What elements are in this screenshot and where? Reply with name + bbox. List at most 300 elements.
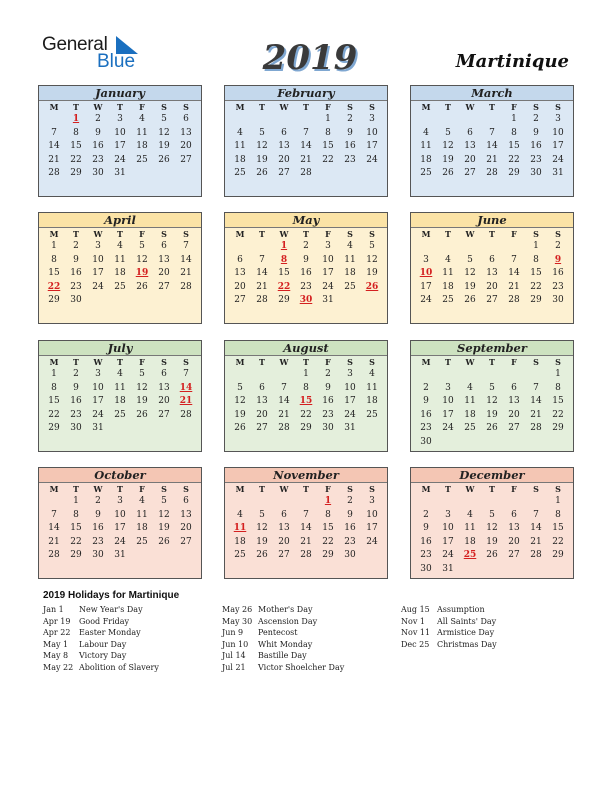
calendar-day: 4 — [467, 509, 473, 520]
calendar-day: 8 — [325, 127, 331, 138]
calendar-day: 13 — [180, 127, 192, 138]
calendar-day: 7 — [281, 382, 287, 393]
calendar-day: 13 — [278, 141, 290, 151]
empty-day — [229, 368, 251, 382]
holiday-date: May 8 — [43, 651, 69, 660]
calendar-day: 26 — [234, 423, 246, 433]
calendar-day: 2 — [555, 241, 561, 251]
calendar-day: 30 — [322, 423, 334, 433]
calendar-day: 29 — [508, 168, 520, 178]
calendar-day: 28 — [180, 409, 192, 420]
calendar-day: 4 — [369, 369, 375, 379]
empty-day — [251, 113, 273, 127]
weekday-header: M — [421, 102, 431, 112]
empty-day — [415, 240, 437, 254]
calendar-day: 13 — [278, 523, 290, 533]
holiday-day: 8 — [280, 254, 288, 265]
calendar-day: 14 — [48, 523, 60, 533]
calendar-day: 13 — [158, 382, 170, 393]
holiday-name: Whit Monday — [258, 639, 313, 649]
weekday-header: T — [303, 357, 309, 367]
calendar-day: 27 — [158, 281, 170, 292]
month-august — [224, 340, 388, 452]
calendar-day: 5 — [161, 114, 167, 124]
calendar-day: 9 — [95, 509, 101, 520]
calendar-day: 15 — [70, 523, 82, 533]
calendar-day: 13 — [158, 254, 170, 265]
calendar-day: 28 — [180, 281, 192, 292]
calendar-day: 23 — [552, 281, 564, 292]
calendar-day: 3 — [117, 114, 123, 124]
holiday-row — [43, 627, 159, 639]
weekday-header: F — [325, 484, 331, 494]
calendar-day: 20 — [508, 536, 520, 547]
holiday-day: 25 — [463, 550, 477, 560]
calendar-day: 25 — [114, 281, 126, 292]
calendar-day: 9 — [73, 382, 79, 393]
calendar-day: 3 — [555, 114, 561, 124]
month-title: June — [411, 213, 573, 228]
weekday-header: T — [117, 229, 123, 239]
empty-day — [481, 113, 503, 127]
calendar-day: 22 — [508, 154, 520, 165]
weekday-header: T — [445, 229, 451, 239]
weekday-header: T — [489, 102, 495, 112]
calendar-day: 7 — [303, 509, 309, 520]
calendar-day: 18 — [136, 141, 148, 151]
calendar-day: 17 — [366, 523, 378, 533]
calendar-day: 17 — [92, 396, 104, 406]
empty-day — [481, 240, 503, 254]
weekday-header: W — [279, 229, 289, 239]
holiday-row — [43, 604, 159, 616]
calendar-day: 7 — [303, 127, 309, 138]
calendar-day: 24 — [114, 154, 126, 165]
calendar-day: 12 — [158, 509, 170, 520]
holiday-day: 26 — [365, 281, 379, 292]
weekday-header: T — [117, 102, 123, 112]
calendar-day: 6 — [511, 382, 517, 393]
calendar-day: 18 — [114, 268, 126, 278]
calendar-day: 26 — [486, 423, 498, 433]
calendar-day: 21 — [530, 536, 542, 547]
calendar-day: 20 — [278, 154, 290, 165]
weekday-header: T — [303, 229, 309, 239]
calendar-day: 2 — [303, 241, 309, 251]
calendar-day: 18 — [136, 523, 148, 533]
calendar-day: 28 — [278, 423, 290, 433]
logo-general-text: General — [42, 34, 108, 55]
calendar-day: 15 — [278, 268, 290, 278]
calendar-day: 28 — [508, 295, 520, 305]
calendar-day: 29 — [322, 550, 334, 560]
calendar-day: 4 — [237, 509, 243, 520]
calendar-day: 25 — [234, 550, 246, 560]
holiday-row — [222, 650, 344, 662]
calendar-day: 9 — [73, 254, 79, 265]
calendar-day: 18 — [464, 536, 476, 547]
calendar-day: 5 — [259, 127, 265, 138]
calendar-day: 10 — [92, 254, 104, 265]
empty-day — [251, 495, 273, 509]
calendar-day: 29 — [552, 423, 564, 433]
month-november — [224, 467, 388, 579]
calendar-day: 31 — [552, 168, 564, 178]
calendar-day: 12 — [234, 396, 246, 406]
weekday-header: W — [279, 357, 289, 367]
calendar-day: 28 — [48, 550, 60, 560]
holiday-day: 11 — [233, 523, 247, 533]
calendar-day: 21 — [508, 281, 520, 292]
calendar-day: 7 — [533, 509, 539, 520]
holiday-name: Pentecost — [258, 628, 298, 637]
calendar-day: 1 — [51, 369, 57, 379]
calendar-day: 13 — [180, 509, 192, 520]
calendar-day: 2 — [423, 382, 429, 393]
calendar-day: 1 — [73, 496, 79, 506]
calendar-day: 25 — [114, 409, 126, 420]
calendar-day: 16 — [70, 268, 82, 278]
calendar-day: 14 — [256, 268, 268, 278]
calendar-day: 22 — [70, 154, 82, 165]
calendar-day: 25 — [234, 168, 246, 178]
month-title: February — [225, 86, 387, 101]
weekday-header: M — [235, 357, 245, 367]
calendar-day: 19 — [486, 536, 498, 547]
holiday-name: Bastille Day — [258, 651, 307, 660]
calendar-day: 5 — [237, 382, 243, 393]
holiday-row — [401, 627, 497, 639]
calendar-day: 1 — [51, 241, 57, 251]
calendar-day: 23 — [420, 550, 432, 560]
weekday-header: T — [489, 357, 495, 367]
weekday-header: W — [465, 102, 475, 112]
brand-logo — [42, 34, 142, 72]
weekday-header: S — [369, 229, 375, 239]
calendar-day: 6 — [161, 369, 167, 379]
calendar-day: 29 — [70, 550, 82, 560]
month-title: May — [225, 213, 387, 228]
month-day-grid — [225, 228, 387, 308]
holiday-day: 14 — [179, 382, 193, 393]
calendar-day: 16 — [322, 396, 334, 406]
weekday-header: W — [465, 357, 475, 367]
calendar-year: 2019 — [262, 38, 358, 78]
calendar-day: 11 — [136, 509, 148, 520]
calendar-day: 23 — [92, 154, 104, 165]
calendar-day: 1 — [555, 369, 561, 379]
calendar-day: 5 — [259, 509, 265, 520]
calendar-day: 27 — [278, 550, 290, 560]
month-june — [410, 212, 574, 324]
calendar-day: 6 — [259, 382, 265, 393]
calendar-day: 6 — [489, 254, 495, 265]
calendar-day: 9 — [95, 127, 101, 138]
holiday-row — [43, 650, 159, 662]
calendar-day: 18 — [442, 281, 454, 292]
holiday-row — [401, 604, 497, 616]
calendar-day: 7 — [259, 254, 265, 265]
calendar-day: 15 — [530, 268, 542, 278]
calendar-day: 3 — [117, 496, 123, 506]
calendar-day: 7 — [511, 254, 517, 265]
weekday-header: S — [183, 484, 189, 494]
weekday-header: S — [161, 484, 167, 494]
holiday-row — [43, 616, 159, 628]
calendar-day: 17 — [344, 396, 356, 406]
calendar-day: 14 — [530, 396, 542, 406]
calendar-day: 25 — [136, 154, 148, 165]
weekday-header: S — [533, 357, 539, 367]
empty-day — [251, 368, 273, 382]
calendar-day: 16 — [300, 268, 312, 278]
holiday-day: 1 — [72, 114, 80, 124]
calendar-day: 23 — [530, 154, 542, 165]
weekday-header: W — [93, 229, 103, 239]
holiday-date: Aug 15 — [401, 605, 430, 614]
calendar-day: 13 — [464, 141, 476, 151]
calendar-day: 10 — [442, 523, 454, 533]
weekday-header: S — [369, 357, 375, 367]
month-day-grid — [225, 483, 387, 563]
weekday-header: S — [161, 357, 167, 367]
calendar-day: 17 — [114, 523, 126, 533]
holiday-name: Victor Shoelcher Day — [258, 662, 345, 672]
calendar-day: 28 — [256, 295, 268, 305]
calendar-day: 25 — [344, 281, 356, 292]
empty-day — [503, 368, 525, 382]
calendar-day: 19 — [464, 281, 476, 292]
calendar-day: 5 — [139, 241, 145, 251]
calendar-day: 9 — [423, 396, 429, 406]
weekday-header: F — [139, 102, 145, 112]
holiday-row — [401, 639, 497, 651]
calendar-day: 1 — [555, 496, 561, 506]
holiday-name: Armistice Day — [437, 628, 495, 637]
holiday-date: Jul 21 — [222, 662, 246, 672]
calendar-day: 16 — [92, 141, 104, 151]
calendar-day: 31 — [114, 168, 126, 178]
calendar-day: 20 — [234, 281, 246, 292]
holiday-name: All Saints' Day — [437, 616, 497, 626]
holiday-row — [222, 627, 344, 639]
calendar-day: 13 — [256, 396, 268, 406]
month-title: January — [39, 86, 201, 101]
weekday-header: S — [369, 484, 375, 494]
calendar-day: 20 — [180, 523, 192, 533]
calendar-day: 16 — [420, 536, 432, 547]
weekday-header: F — [511, 229, 517, 239]
weekday-header: S — [183, 229, 189, 239]
holiday-date: May 22 — [43, 662, 74, 672]
empty-day — [459, 113, 481, 127]
empty-day — [415, 113, 437, 127]
calendar-day: 21 — [300, 154, 312, 165]
weekday-header: T — [73, 484, 79, 494]
weekday-header: T — [117, 484, 123, 494]
calendar-day: 13 — [234, 268, 246, 278]
calendar-day: 16 — [344, 523, 356, 533]
calendar-day: 8 — [555, 382, 561, 393]
month-december — [410, 467, 574, 579]
calendar-day: 3 — [325, 241, 331, 251]
calendar-day: 14 — [180, 254, 192, 265]
empty-day — [437, 495, 459, 509]
empty-day — [229, 113, 251, 127]
calendar-day: 9 — [533, 127, 539, 138]
calendar-day: 19 — [234, 409, 246, 420]
calendar-day: 18 — [420, 154, 432, 165]
calendar-day: 31 — [114, 550, 126, 560]
calendar-day: 6 — [281, 509, 287, 520]
empty-day — [503, 240, 525, 254]
calendar-day: 11 — [136, 127, 148, 138]
calendar-day: 26 — [442, 168, 454, 178]
holiday-date: Jun 10 — [222, 639, 249, 649]
calendar-day: 16 — [70, 396, 82, 406]
weekday-header: M — [235, 484, 245, 494]
calendar-day: 31 — [442, 563, 454, 574]
calendar-day: 11 — [420, 141, 432, 151]
calendar-day: 5 — [445, 127, 451, 138]
calendar-day: 23 — [322, 409, 334, 420]
calendar-day: 8 — [325, 509, 331, 520]
weekday-header: S — [161, 229, 167, 239]
calendar-day: 18 — [234, 154, 246, 165]
calendar-day: 2 — [95, 496, 101, 506]
calendar-day: 12 — [442, 141, 454, 151]
month-day-grid — [39, 228, 201, 308]
empty-day — [273, 495, 295, 509]
month-day-grid — [411, 483, 573, 576]
calendar-day: 11 — [114, 254, 126, 265]
weekday-header: T — [489, 484, 495, 494]
calendar-day: 24 — [322, 281, 334, 292]
calendar-day: 11 — [114, 382, 126, 393]
weekday-header: M — [421, 357, 431, 367]
holiday-date: Dec 25 — [401, 639, 430, 649]
calendar-day: 15 — [48, 268, 60, 278]
weekday-header: S — [369, 102, 375, 112]
calendar-day: 21 — [180, 268, 192, 278]
calendar-day: 12 — [136, 254, 148, 265]
calendar-day: 10 — [322, 254, 334, 265]
holiday-row — [222, 662, 344, 674]
calendar-day: 6 — [237, 254, 243, 265]
weekday-header: M — [235, 102, 245, 112]
calendar-day: 13 — [508, 523, 520, 533]
holiday-day: 22 — [277, 281, 291, 292]
holiday-date: Jan 1 — [43, 605, 64, 614]
weekday-header: S — [347, 102, 353, 112]
calendar-day: 27 — [508, 550, 520, 560]
empty-day — [437, 368, 459, 382]
calendar-day: 24 — [442, 550, 454, 560]
weekday-header: W — [465, 229, 475, 239]
calendar-day: 24 — [366, 536, 378, 547]
weekday-header: T — [73, 102, 79, 112]
holiday-column — [401, 604, 497, 650]
weekday-header: S — [555, 102, 561, 112]
holiday-day: 9 — [554, 254, 562, 265]
empty-day — [525, 495, 547, 509]
empty-day — [43, 495, 65, 509]
calendar-day: 30 — [420, 436, 432, 447]
holiday-name: Abolition of Slavery — [79, 662, 159, 672]
calendar-day: 26 — [158, 536, 170, 547]
weekday-header: F — [511, 357, 517, 367]
calendar-day: 1 — [303, 369, 309, 379]
holiday-row — [401, 616, 497, 628]
calendar-day: 2 — [95, 114, 101, 124]
calendar-day: 17 — [92, 268, 104, 278]
holiday-row — [222, 639, 344, 651]
calendar-day: 12 — [486, 523, 498, 533]
calendar-day: 2 — [347, 114, 353, 124]
holiday-day: 30 — [299, 295, 313, 305]
calendar-day: 15 — [322, 523, 334, 533]
month-may — [224, 212, 388, 324]
weekday-header: W — [93, 357, 103, 367]
calendar-day: 21 — [48, 536, 60, 547]
calendar-day: 12 — [366, 254, 378, 265]
calendar-day: 19 — [442, 154, 454, 165]
calendar-day: 7 — [51, 127, 57, 138]
month-title: October — [39, 468, 201, 483]
calendar-day: 10 — [114, 509, 126, 520]
weekday-header: M — [421, 229, 431, 239]
calendar-day: 9 — [347, 509, 353, 520]
calendar-day: 20 — [180, 141, 192, 151]
calendar-day: 6 — [183, 496, 189, 506]
calendar-day: 21 — [48, 154, 60, 165]
calendar-day: 28 — [486, 168, 498, 178]
calendar-day: 10 — [442, 396, 454, 406]
weekday-header: M — [49, 484, 59, 494]
weekday-header: T — [259, 484, 265, 494]
calendar-day: 8 — [511, 127, 517, 138]
calendar-day: 30 — [70, 295, 82, 305]
month-title: March — [411, 86, 573, 101]
calendar-day: 4 — [467, 382, 473, 393]
holiday-row — [222, 616, 344, 628]
calendar-day: 4 — [423, 127, 429, 138]
empty-day — [295, 495, 317, 509]
calendar-day: 29 — [70, 168, 82, 178]
calendar-day: 23 — [420, 423, 432, 433]
holiday-day: 19 — [135, 268, 149, 278]
calendar-day: 3 — [445, 382, 451, 393]
weekday-header: F — [511, 484, 517, 494]
calendar-day: 8 — [51, 382, 57, 393]
holiday-date: Nov 1 — [401, 616, 425, 626]
calendar-day: 22 — [530, 281, 542, 292]
calendar-day: 20 — [158, 268, 170, 278]
weekday-header: W — [93, 102, 103, 112]
calendar-day: 28 — [530, 423, 542, 433]
calendar-day: 10 — [114, 127, 126, 138]
calendar-day: 10 — [366, 127, 378, 138]
empty-day — [459, 240, 481, 254]
weekday-header: S — [347, 484, 353, 494]
holiday-row — [43, 639, 159, 651]
calendar-day: 6 — [161, 241, 167, 251]
holiday-name: Easter Monday — [79, 628, 141, 637]
calendar-day: 20 — [256, 409, 268, 420]
weekday-header: M — [49, 229, 59, 239]
month-february — [224, 85, 388, 197]
weekday-header: S — [347, 229, 353, 239]
